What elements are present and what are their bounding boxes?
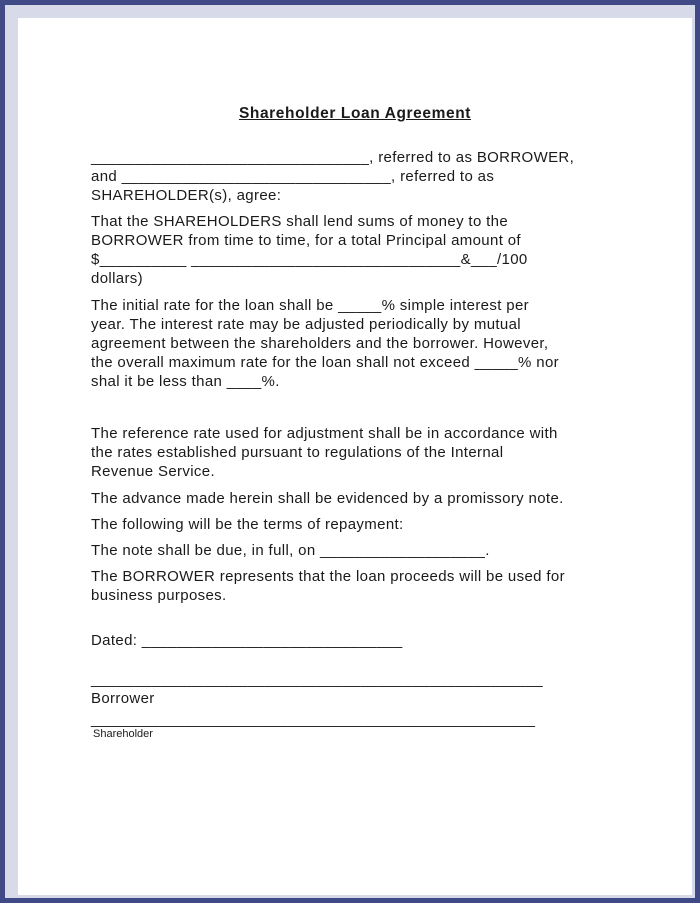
borrower-blank-line: ________________________________, referred to as BORROWER, — [91, 149, 575, 166]
loan-purpose-line-1: The BORROWER represents that the loan proceeds will be used for — [91, 568, 565, 585]
borrower-signature-line: ____________________________________________________ — [91, 671, 543, 688]
interest-clause-line-5: shal it be less than ____%. — [91, 373, 280, 390]
dated-line: Dated: ______________________________ — [91, 632, 403, 649]
borrower-label: Borrower — [91, 690, 155, 707]
document-title: Shareholder Loan Agreement — [238, 105, 472, 122]
shareholder-signature-line: ____________________________________________________ — [91, 711, 536, 728]
parties-agree-line: SHAREHOLDER(s), agree: — [91, 187, 282, 204]
repayment-terms-line: The following will be the terms of repayment: — [91, 516, 404, 533]
interest-clause-line-3: agreement between the shareholders and the borrower. However, — [91, 335, 549, 352]
reference-rate-line-3: Revenue Service. — [91, 463, 215, 480]
principal-dollars-line: dollars) — [91, 270, 143, 287]
document-frame — [5, 5, 695, 898]
interest-clause-line-4: the overall maximum rate for the loan shall not exceed _____% nor — [91, 354, 559, 371]
loan-purpose-line-2: business purposes. — [91, 587, 227, 604]
lend-clause-line-2: BORROWER from time to time, for a total Principal amount of — [91, 232, 521, 249]
principal-amount-line: $__________ _______________________________&___/100 — [91, 251, 528, 268]
promissory-note-line: The advance made herein shall be evidenced by a promissory note. — [91, 490, 564, 507]
due-date-line: The note shall be due, in full, on ___________________. — [91, 542, 490, 559]
reference-rate-line-1: The reference rate used for adjustment shall be in accordance with — [91, 425, 558, 442]
shareholder-label: Shareholder — [93, 728, 153, 740]
shareholder-blank-line: and _______________________________, referred to as — [91, 168, 495, 185]
interest-clause-line-1: The initial rate for the loan shall be _____% simple interest per — [91, 297, 529, 314]
reference-rate-line-2: the rates established pursuant to regulations of the Internal — [91, 444, 504, 461]
interest-clause-line-2: year. The interest rate may be adjusted periodically by mutual — [91, 316, 521, 333]
document-page — [18, 18, 692, 895]
lend-clause-line-1: That the SHAREHOLDERS shall lend sums of money to the — [91, 213, 509, 230]
